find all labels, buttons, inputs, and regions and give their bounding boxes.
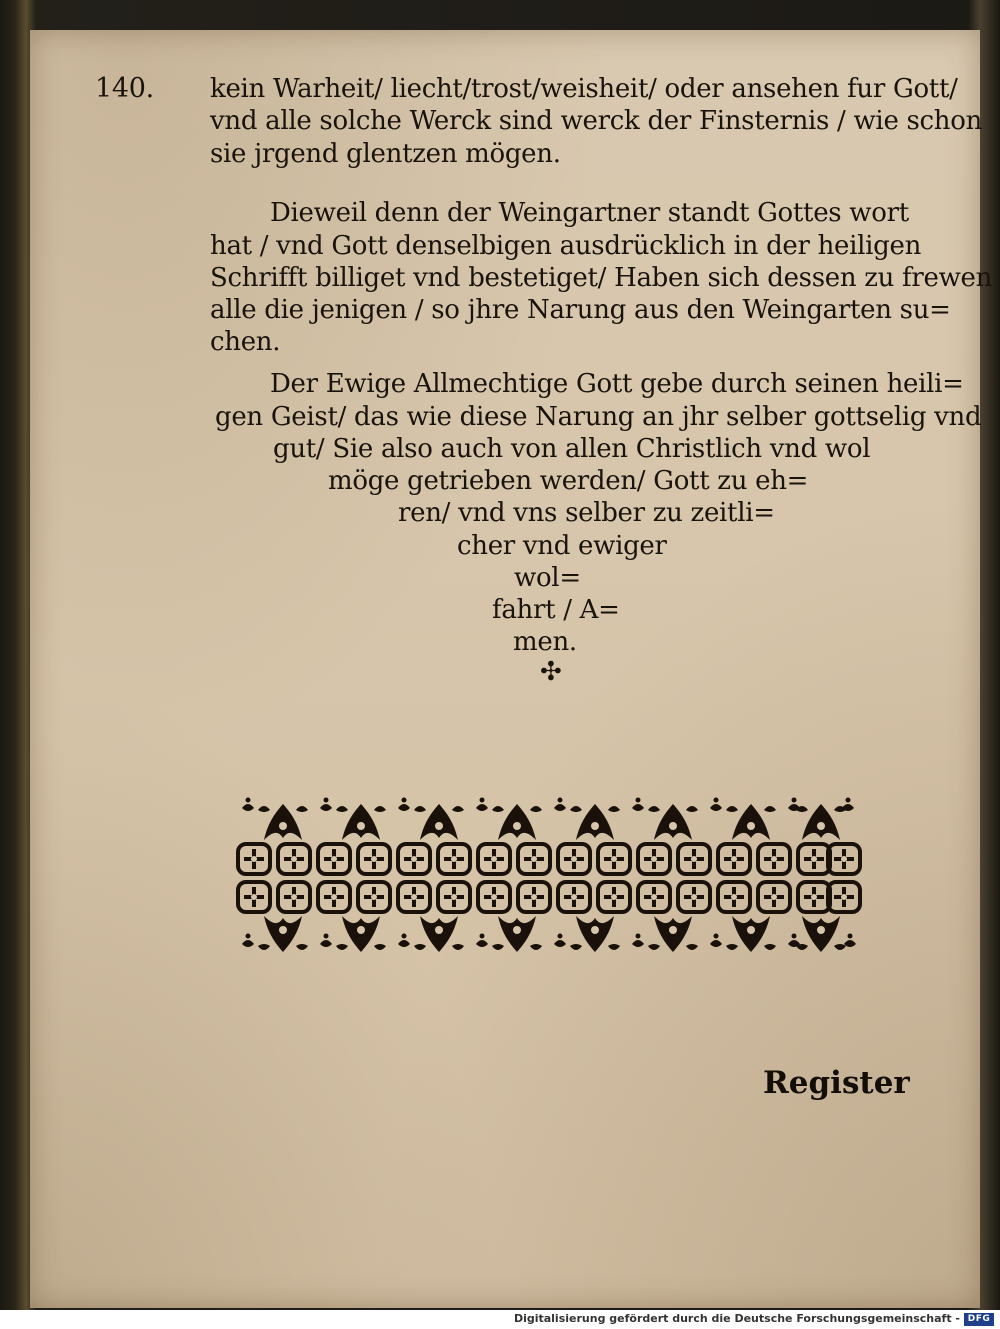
text-line: fahrt / A= xyxy=(492,595,620,625)
page-number: 140. xyxy=(95,73,154,104)
ornamental-border xyxy=(234,796,862,956)
text-line: vnd alle solche Werck sind werck der Finsternis / wie schon xyxy=(210,106,983,136)
catchword: Register xyxy=(763,1065,910,1101)
text-line: chen. xyxy=(210,327,281,357)
text-line: Der Ewige Allmechtige Gott gebe durch seinen heili= xyxy=(270,369,964,399)
text-line: möge getrieben werden/ Gott zu eh= xyxy=(328,466,809,496)
text-line: hat / vnd Gott denselbigen ausdrücklich in der heiligen xyxy=(210,231,922,261)
text-line: ren/ vnd vns selber zu zeitli= xyxy=(398,498,775,528)
text-line: sie jrgend glentzen mögen. xyxy=(210,139,561,169)
text-line: Schrifft billiget vnd bestetiget/ Haben sich dessen zu frewen xyxy=(210,263,993,293)
text-line: Dieweil denn der Weingartner standt Gottes wort xyxy=(270,198,909,228)
funding-credit: Digitalisierung gefördert durch die Deutsche Forschungsgemeinschaft - xyxy=(513,1312,960,1325)
text-line: gen Geist/ das wie diese Narung an jhr selber gottselig vnd xyxy=(215,402,982,432)
text-line: wol= xyxy=(514,563,581,593)
text-line: men. xyxy=(513,627,577,657)
text-line: alle die jenigen / so jhre Narung aus den Weingarten su= xyxy=(210,295,951,325)
text-line: kein Warheit/ liecht/trost/weisheit/ oder ansehen fur Gott/ xyxy=(210,74,958,104)
text-line: gut/ Sie also auch von allen Christlich vnd wol xyxy=(273,434,871,464)
text-line: cher vnd ewiger xyxy=(457,531,667,561)
footer-bar xyxy=(0,1310,1000,1329)
fleuron: ✣ xyxy=(540,657,562,687)
dfg-logo[interactable]: DFG xyxy=(964,1313,994,1326)
